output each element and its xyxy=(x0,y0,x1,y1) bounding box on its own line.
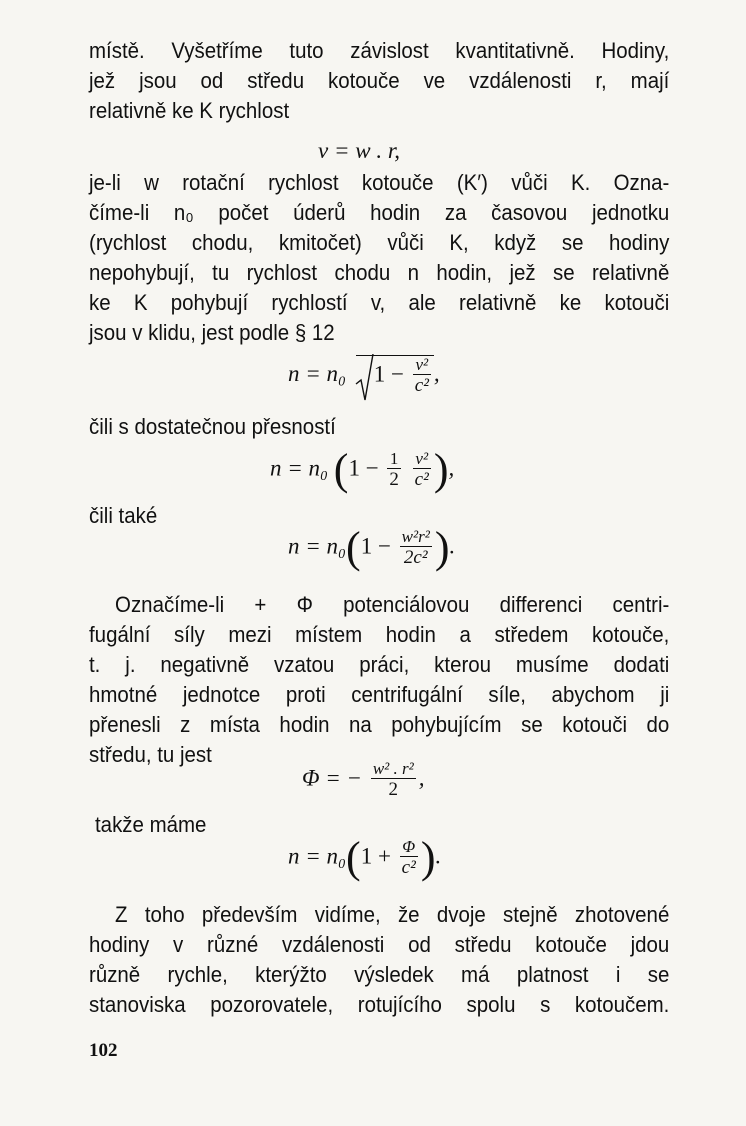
page-number: 102 xyxy=(89,1040,118,1061)
fraction-numerator: v² xyxy=(415,355,429,374)
fraction-numerator: w² . r² xyxy=(372,759,414,778)
paragraph-4 xyxy=(89,900,669,1020)
equation-result xyxy=(288,833,442,882)
equation-potential xyxy=(302,760,424,800)
text-line: hodiny v různé vzdálenosti od středu kotouče jdou xyxy=(89,932,670,957)
fraction-half xyxy=(387,450,401,490)
equation-velocity: v = w . r, xyxy=(318,138,400,163)
paragraph-2 xyxy=(89,168,669,348)
fraction-numerator: w²r² xyxy=(401,527,430,546)
equation-time-dilation xyxy=(288,355,440,396)
left-paren: ( xyxy=(346,523,361,572)
right-paren: ) xyxy=(420,833,436,882)
eq-lhs: n = n₀ xyxy=(288,533,347,559)
text-line: Z toho především vidíme, že dvoje stejně zhotovené xyxy=(115,902,670,927)
eq-lhs: n = n₀ xyxy=(288,360,347,386)
left-paren: ( xyxy=(346,833,361,882)
text-line: fugální síly mezi místem hodin a středem kotouče, xyxy=(89,622,670,647)
equation-rotation xyxy=(288,523,456,572)
fraction xyxy=(371,760,416,800)
eq-one: 1 − xyxy=(360,533,391,559)
paragraph-1 xyxy=(89,36,669,126)
equation-approximation xyxy=(270,445,455,494)
eq-one: 1 − xyxy=(373,361,405,387)
fraction-denominator: c² xyxy=(401,857,416,878)
fraction-denominator: c² xyxy=(414,375,429,396)
text-line: ke K pohybují rychlostí v, ale relativně ke kotouči xyxy=(89,290,670,315)
label-cili-1: čili s dostatečnou přesností xyxy=(89,414,336,439)
eq-lhs: n = n₀ xyxy=(288,843,347,869)
eq-end: . xyxy=(435,843,442,869)
text-line: místě. Vyšetříme tuto závislost kvantitativně. Hodiny, xyxy=(89,38,670,63)
text-line: číme-li n₀ počet úderů hodin za časovou jednotku xyxy=(89,200,670,225)
text-line: středu, tu jest xyxy=(89,742,212,767)
fraction-denominator: 2c² xyxy=(400,546,432,568)
right-paren: ) xyxy=(433,445,449,494)
eq-one: 1 − xyxy=(348,455,379,481)
text-line: jsou v klidu, jest podle § 12 xyxy=(89,320,335,345)
text-line: Označíme-li + Φ potenciálovou differenci centri- xyxy=(115,592,670,617)
sqrt-sign xyxy=(356,355,434,396)
fraction-denominator: 2 xyxy=(389,469,399,490)
eq-end: , xyxy=(418,765,425,791)
fraction-denominator: 2 xyxy=(371,778,416,800)
fraction-numerator: v² xyxy=(415,449,429,468)
fraction xyxy=(413,356,431,396)
text-line: přenesli z místa hodin na pohybujícím se kotouči do xyxy=(89,712,670,737)
text-line: (rychlost chodu, kmitočet) vůči K, když se hodiny xyxy=(89,230,670,255)
eq-end: , xyxy=(433,360,440,386)
text-line: je-li w rotační rychlost kotouče (K′) vůči K. Ozna- xyxy=(89,170,670,195)
eq-lhs: Φ = − xyxy=(302,765,363,791)
fraction xyxy=(400,528,432,568)
text-line: různě rychle, kterýžto výsledek má platnost i se xyxy=(89,962,670,987)
text-line: stanoviska pozorovatele, rotujícího spolu s kotoučem. xyxy=(89,992,670,1017)
text-line: t. j. negativně vzatou práci, kterou musíme dodati xyxy=(89,652,670,677)
left-paren: ( xyxy=(333,445,349,494)
eq-end: . xyxy=(449,533,456,559)
text-line: jež jsou od středu kotouče ve vzdálenosti r, mají xyxy=(89,68,670,93)
label-takze: takže máme xyxy=(95,812,207,837)
right-paren: ) xyxy=(434,523,450,572)
eq-end: , xyxy=(448,455,455,481)
text-line: nepohybují, tu rychlost chodu n hodin, jež se relativně xyxy=(89,260,670,285)
label-cili-2: čili také xyxy=(89,503,158,528)
fraction-numerator: 1 xyxy=(389,449,399,468)
fraction xyxy=(413,450,431,490)
paragraph-3 xyxy=(89,590,669,770)
fraction-numerator: Φ xyxy=(402,837,416,856)
fraction-denominator: c² xyxy=(414,469,429,490)
fraction xyxy=(400,838,418,878)
text-line: relativně ke K rychlost xyxy=(89,98,290,123)
eq-lhs: n = n₀ xyxy=(270,455,329,481)
eq-one: 1 + xyxy=(360,843,391,869)
text-line: hmotné jednotce proti centrifugální síle, abychom ji xyxy=(89,682,670,707)
